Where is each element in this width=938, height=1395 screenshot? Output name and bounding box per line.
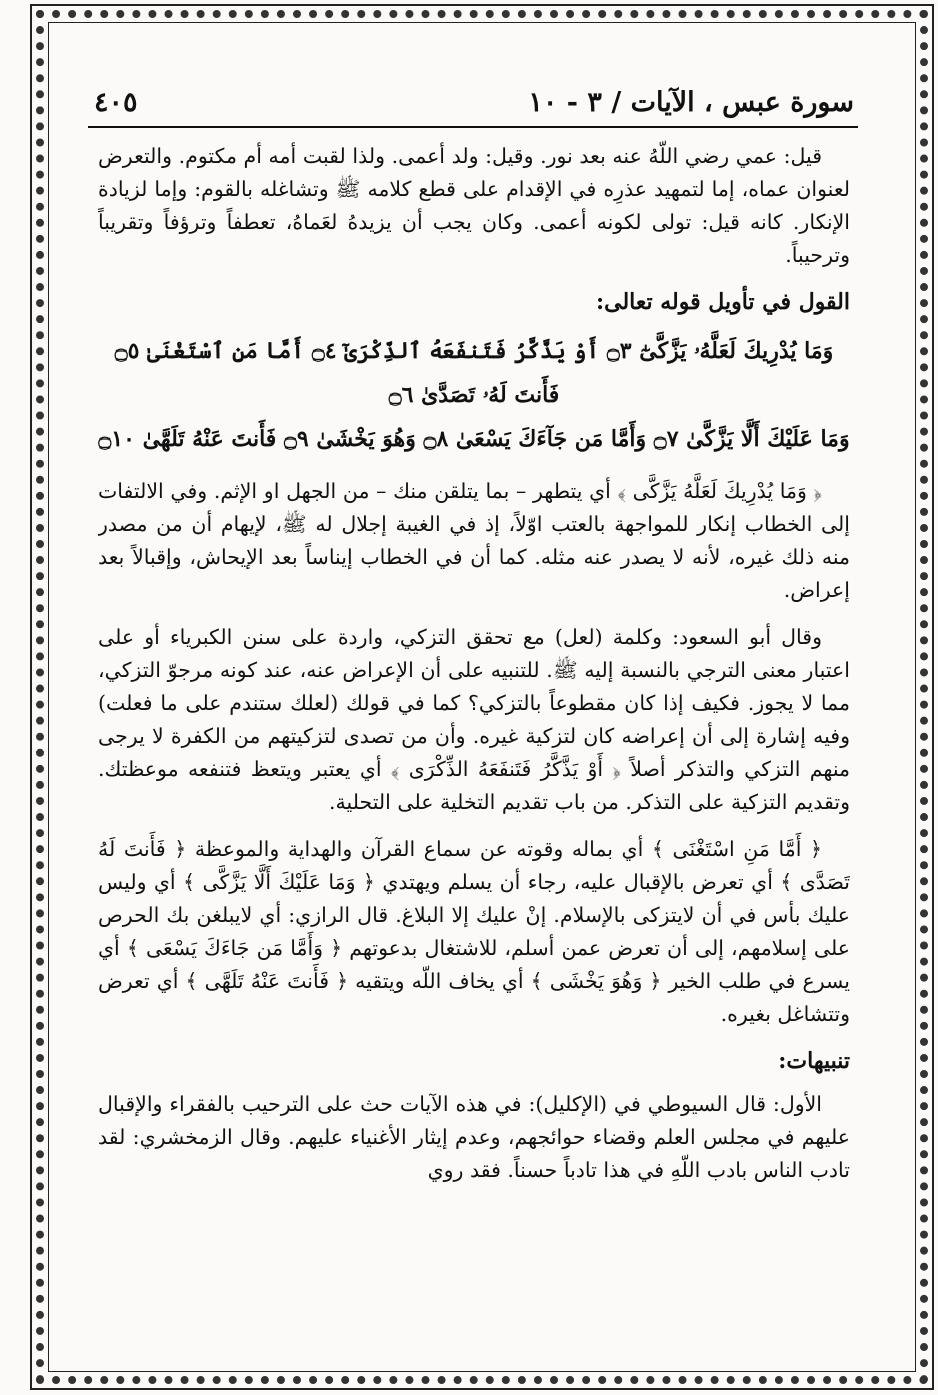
paragraph-2: ﴿ وَمَا يُدْرِيكَ لَعَلَّهُ يَزَّكَّى ﴾ أي يتطهر – بما يتلقن منك – من الجهل او الإثم. وفي الالتفات إلى الخطاب إنكار للمواجهة بالعتب اوّلاً، إذ في الغيبة إجلال له ﷺ، لإيهام أن من مصدر منه ذلك غيره، لأنه لا يصدر عنه مثله. كما أن في الخطاب إيناساً بعد الإيحاش، وإقبالاً بعد إعراض. [98,479,850,602]
page-number: ٤٠٥ [94,86,138,118]
verse-line-1: وَمَا يُدْرِيكَ لَعَلَّهُۥ يَزَّكَّىٰٓ ۝٣ أَوْ يَذَّكَّرُ فَتَنفَعَهُ ٱلذِّكْرَىٰٓ ۝٤ أَمَّا مَنِ ٱسْتَغْنَىٰ ۝٥ فَأَنتَ لَهُۥ تَصَدَّىٰ ۝٦ [114,338,834,408]
paragraph-3: وقال أبو السعود: وكلمة (لعل) مع تحقق التزكي، واردة على سنن الكبرياء أو على اعتبار معنى الترجي بالنسبة إليه ﷺ. للتنبيه على أن الإعراض عنه، عند كونه مرجوّ التزكي، مما لا يجوز. فكيف إذا كان مقطوعاً بالتزكي؟ كما في قولك (لعلك ستندم على ما فعلت) وفيه إشارة إلى أن إعراضه كان لتزكية غيره. وأن من تصدى لتزكيتهم من الكفرة لا يرجى منهم التزكي والتذكر أصلاً ﴿ أَوْ يَذَّكَّرُ فَتَنفَعَهُ الذِّكْرَى ﴾ أي يعتبر ويتعظ فتنفعه موعظتك. وتقديم التزكية على التذكر. من باب تقديم التخلية على التحلية. [98,625,850,814]
verse-line-2: وَمَا عَلَيْكَ أَلَّا يَزَّكَّىٰ ۝٧ وَأَمَّا مَن جَآءَكَ يَسْعَىٰ ۝٨ وَهُوَ يَخْشَىٰ ۝٩ فَأَنتَ عَنْهُ تَلَهَّىٰ ۝١٠ [98,426,850,452]
running-header [94,80,854,124]
paragraph-4: ﴿ أَمَّا مَنِ اسْتَغْنَى ﴾ أي بماله وقوته عن سماع القرآن والهداية والموعظة ﴿ فَأَنتَ لَهُ تَصَدَّى ﴾ أي تعرض بالإقبال عليه، رجاء أن يسلم ويهتدي ﴿ وَمَا عَلَيْكَ أَلَّا يَزَّكَّى ﴾ أي وليس عليك بأس في أن لايتزكى بالإسلام. إنْ عليك إلا البلاغ. قال الرازي: أي لايبلغن بك الحرص على إسلامهم، إلى أن تعرض عمن أسلم، للاشتغال بدعوتهم ﴿ وَأَمَّا مَن جَاءَكَ يَسْعَى ﴾ أي يسرع في طلب الخير ﴿ وَهُوَ يَخْشَى ﴾ أي يخاف اللّه ويتقيه ﴿ فَأَنتَ عَنْهُ تَلَهَّى ﴾ أي تعرض وتتشاغل بغيره. [98,837,850,1026]
surah-title: سورة عبس ، الآيات / ٣ - ١٠ [528,86,854,118]
header-divider [88,126,858,128]
paragraph-1: قيل: عمي رضي اللّهُ عنه بعد نور. وقيل: ولد أعمى. ولذا لقبت أمه أم مكتوم. والتعرض لعنوان عماه، إما لتمهيد عذرِه في الإقدام على قطع كلامه ﷺ وتشاغله بالقوم: وإما لزيادة الإنكار. كانه قيل: تولى لكونه أعمى. وكان يجب أن يزيدهُ لعَماهُ، تعطفاً وترؤفاً وتقريباً وترحيباً. [98,144,850,267]
section-heading-notes: تنبيهات: [778,1048,850,1074]
quran-verses-block [98,329,850,461]
page-body [98,140,850,1330]
paragraph-5: الأول: قال السيوطي في (الإكليل): في هذه الآيات حث على الترحيب بالفقراء والإقبال عليهم في مجلس العلم وقضاء حوائجهم، وعدم إيثار الأغنياء عليهم. وقال الزمخشري: لقد تادب الناس بادب اللّهِ في هذا تادباً حسناً. فقد روي [98,1092,850,1182]
section-heading-interpretation: القول في تأويل قوله تعالى: [596,289,850,315]
